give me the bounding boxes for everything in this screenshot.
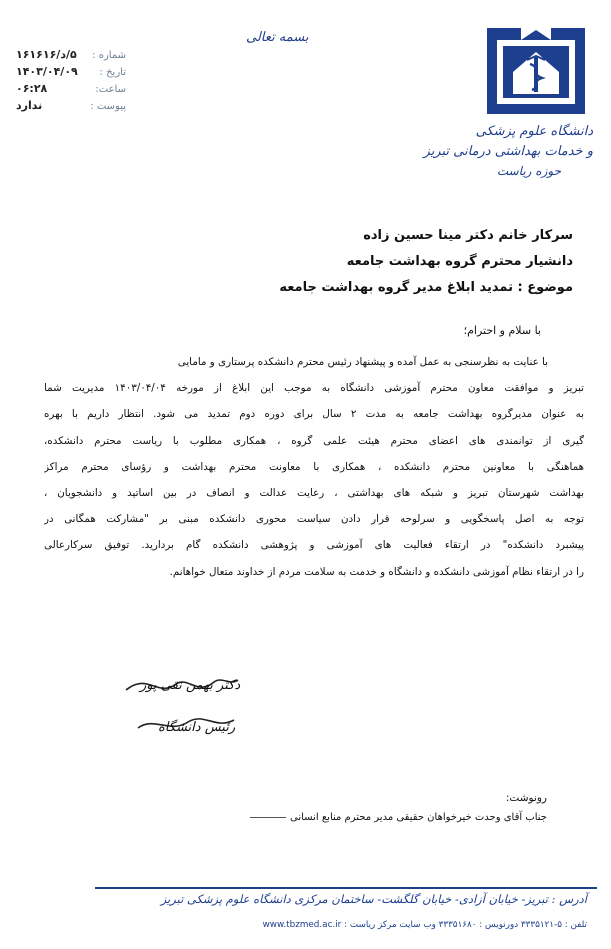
- meta-date: [16, 65, 126, 82]
- body-line: به عنوان مدیرگروه بهداشت جامعه به مدت ۲ سال برای دوره دوم تمدید می شود. انتظار داریم با بهره: [44, 408, 584, 421]
- footer-contact: [263, 920, 587, 930]
- footer-website-link[interactable]: www.tbzmed.ac.ir: [262, 920, 342, 930]
- basmala: بسمه تعالی: [246, 30, 309, 45]
- body-line: را در ارتقاء نظام آموزشی دانشکده و دانشگاه و خدمت به سلامت مردم از خداوند متعال خواهانم.: [169, 565, 584, 578]
- meta-number-label: شماره :: [92, 50, 126, 61]
- meta-attachment: [16, 99, 126, 116]
- meta-time: [16, 82, 126, 99]
- university-name-line2: و خدمات بهداشتی درمانی تبریز: [423, 144, 593, 159]
- meta-time-label: ساعت:: [95, 84, 126, 95]
- cc-recipient-text: جناب آقای وحدت خیرخواهان حقیقی مدیر محترم منابع انسانی: [290, 812, 547, 823]
- letter-meta: [16, 48, 126, 116]
- university-name: دانشگاه علوم پزشکی: [475, 124, 593, 139]
- letter-body: [44, 349, 584, 585]
- cc-recipient: [250, 812, 547, 823]
- meta-attachment-label: پیوست :: [90, 101, 126, 112]
- meta-number-value: ۵/د/۱۶۱۶۱۶: [16, 48, 77, 61]
- body-line: تبریز و موافقت معاون محترم آموزشی دانشگاه به موجب این ابلاغ از مورخه ۱۴۰۳/۰۴/۰۴ مدیریت شما: [44, 382, 584, 395]
- signer-name: دکتر بهمن نقی پور: [140, 678, 241, 693]
- greeting: با سلام و احترام؛: [463, 324, 541, 337]
- meta-date-value: ۱۴۰۳/۰۴/۰۹: [16, 65, 78, 78]
- meta-date-label: تاریخ :: [99, 67, 126, 78]
- cc-divider: [250, 817, 286, 818]
- meta-attachment-value: ندارد: [16, 99, 43, 112]
- recipient-name: سرکار خانم دکتر مینا حسین زاده: [363, 228, 573, 243]
- recipient-title: دانشیار محترم گروه بهداشت جامعه: [346, 254, 573, 269]
- cc-label: رونوشت:: [505, 792, 547, 804]
- body-line: هماهنگی با معاونین محترم دانشکده ، همکاری با معاونت محترم بهداشت و رؤسای محترم مراکز: [44, 460, 584, 473]
- body-line: با عنایت به نظرسنجی به عمل آمده و پیشنهاد رئیس محترم دانشکده پرستاری و مامایی: [177, 356, 548, 368]
- body-line: بهداشت شهرستان تبریز و شبکه های بهداشتی ، رعایت عدالت و انصاف در بین اساتید و دانشجویان ،: [44, 486, 584, 499]
- letter-subject: موضوع : تمدید ابلاغ مدیر گروه بهداشت جامعه: [279, 280, 573, 295]
- meta-time-value: ۰۶:۲۸: [16, 82, 48, 95]
- body-line: توجه به اصل پاسخگویی و سرلوحه قرار دادن سیاست محوری دانشکده مبنی بر "مشارکت همگانی در: [44, 513, 584, 526]
- meta-number: [16, 48, 126, 65]
- body-line: گیری از توانمندی های اعضای محترم هیئت علمی گروه ، همکاری مطلوب با ریاست محترم دانشکده،: [44, 434, 584, 447]
- footer-phone-fax: تلفن : ۵-۳۳۳۵۱۲۱ دورنویس : ۳۳۳۵۱۶۸۰ وب سایت مرکز ریاست :: [344, 920, 587, 930]
- signer-title: رئیس دانشگاه: [158, 720, 236, 735]
- footer-divider: [95, 887, 597, 889]
- university-logo-icon: [483, 26, 589, 116]
- footer-address: آدرس : تبریز- خیابان آزادی- خیابان گلگشت- ساختمان مرکزی دانشگاه علوم پزشکی تبریز: [160, 892, 587, 906]
- body-line: پیشبرد دانشکده" در ارتقاء فعالیت های آموزشی و پژوهشی دانشکده گام بردارید. توفیق سرکارعالی: [44, 539, 584, 552]
- office-name: حوزه ریاست: [496, 164, 561, 178]
